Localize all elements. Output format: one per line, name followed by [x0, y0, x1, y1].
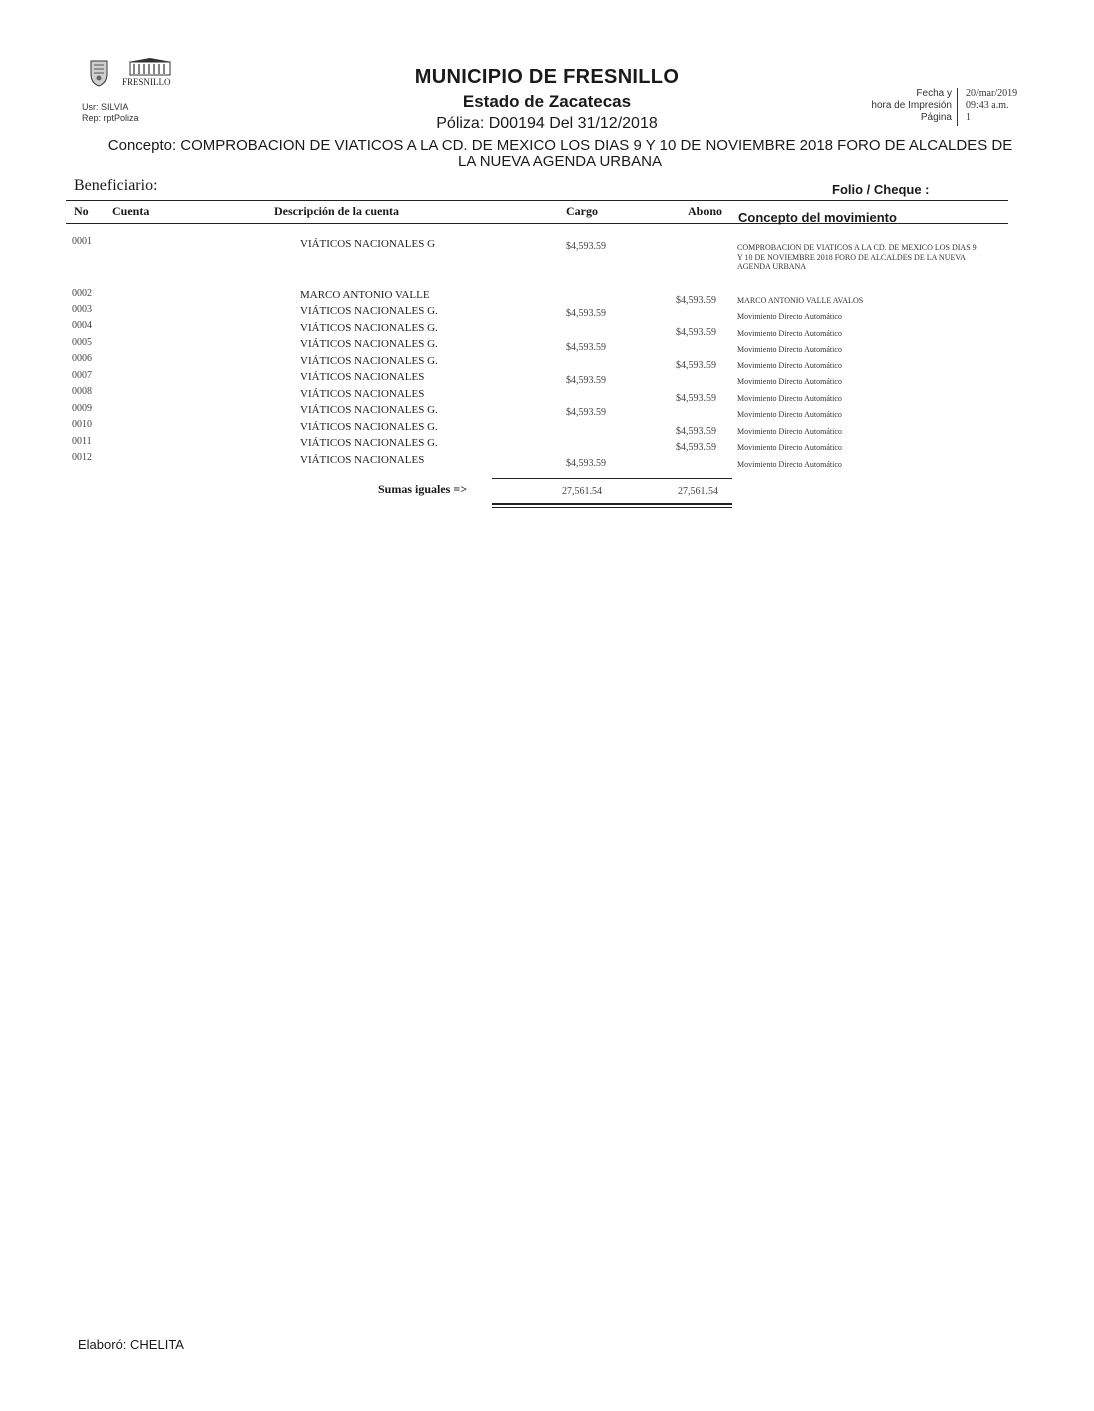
- table-header-rule-top: [66, 200, 1008, 201]
- row-descripcion: VIÁTICOS NACIONALES G.: [300, 355, 438, 367]
- column-header-concepto: Concepto del movimiento: [738, 210, 897, 225]
- row-descripcion: VIÁTICOS NACIONALES: [300, 454, 425, 466]
- page-title: MUNICIPIO DE FRESNILLO: [414, 66, 680, 88]
- sumas-iguales-label: Sumas iguales =>: [378, 482, 468, 496]
- usuario-label: Usr: SILVIA: [82, 102, 129, 112]
- row-no: 0007: [72, 370, 92, 381]
- row-abono: $4,593.59: [676, 327, 716, 338]
- row-cargo: $4,593.59: [566, 241, 606, 252]
- row-descripcion: VIÁTICOS NACIONALES G.: [300, 322, 438, 334]
- row-concepto: Movimiento Directo Automático: [737, 312, 842, 321]
- print-page: 1: [966, 112, 971, 123]
- row-descripcion: VIÁTICOS NACIONALES: [300, 371, 425, 383]
- print-label-hora: hora de Impresión: [871, 100, 952, 111]
- print-label-fecha: Fecha y: [916, 88, 952, 99]
- beneficiario-label: Beneficiario:: [74, 177, 158, 194]
- row-descripcion: VIÁTICOS NACIONALES G: [300, 238, 436, 250]
- row-concepto: Movimiento Directo Automático: [737, 377, 842, 386]
- row-no: 0002: [72, 288, 92, 299]
- row-no: 0009: [72, 403, 92, 414]
- row-no: 0005: [72, 337, 92, 348]
- row-concepto: Movimiento Directo Automático: [737, 427, 842, 436]
- row-concepto: Movimiento Directo Automático: [737, 345, 842, 354]
- print-date: 20/mar/2019: [966, 88, 1018, 99]
- logo-text: FRESNILLO: [122, 77, 171, 87]
- row-concepto: Movimiento Directo Automático: [737, 410, 842, 419]
- print-label-pagina: Página: [920, 112, 952, 123]
- row-concepto: Movimiento Directo Automático: [737, 460, 842, 469]
- row-no: 0012: [72, 452, 92, 463]
- column-header-cuenta: Cuenta: [112, 204, 150, 218]
- concepto-line-1: Concepto: COMPROBACION DE VIATICOS A LA CD. DE MEXICO LOS DIAS 9 Y 10 DE NOVIEMBRE 2018 FORO DE ALCALDES DE: [107, 137, 1013, 154]
- column-header-descripcion: Descripción de la cuenta: [274, 204, 399, 218]
- row-no: 0010: [72, 419, 92, 430]
- row-descripcion: VIÁTICOS NACIONALES G.: [300, 338, 438, 350]
- totals-rule-top: [492, 478, 732, 479]
- total-cargo: 27,561.54: [562, 486, 602, 497]
- row-abono: $4,593.59: [676, 295, 716, 306]
- print-info-values: [966, 88, 1017, 124]
- elaboro-footer: Elaboró: CHELITA: [78, 1337, 184, 1352]
- row-cargo: $4,593.59: [566, 458, 606, 469]
- print-divider: [957, 88, 958, 126]
- row-descripcion: VIÁTICOS NACIONALES G.: [300, 437, 438, 449]
- page-subtitle: Estado de Zacatecas: [462, 92, 632, 111]
- row-concepto: COMPROBACION DE VIATICOS A LA CD. DE MEXICO LOS DIAS 9 Y 10 DE NOVIEMBRE 2018 FORO DE ALCALDES DE LA NUEVA AGENDA URBANA: [737, 243, 977, 271]
- row-abono: $4,593.59: [676, 442, 716, 453]
- column-header-abono: Abono: [688, 204, 723, 218]
- row-cargo: $4,593.59: [566, 342, 606, 353]
- row-cargo: $4,593.59: [566, 375, 606, 386]
- column-header-no: No: [74, 204, 89, 218]
- row-concepto: Movimiento Directo Automático: [737, 361, 842, 370]
- row-abono: $4,593.59: [676, 393, 716, 404]
- row-descripcion: VIÁTICOS NACIONALES G.: [300, 421, 438, 433]
- row-descripcion: VIÁTICOS NACIONALES G.: [300, 305, 438, 317]
- concepto-text: [100, 138, 1020, 170]
- row-descripcion: VIÁTICOS NACIONALES G.: [300, 404, 438, 416]
- row-descripcion: MARCO ANTONIO VALLE: [300, 289, 430, 301]
- folio-cheque-label: Folio / Cheque :: [832, 182, 930, 197]
- row-concepto: Movimiento Directo Automático: [737, 394, 842, 403]
- row-concepto: MARCO ANTONIO VALLE AVALOS: [737, 296, 864, 305]
- row-abono: $4,593.59: [676, 426, 716, 437]
- print-info-labels: [840, 88, 952, 124]
- row-concepto: Movimiento Directo Automático: [737, 443, 842, 452]
- row-no: 0008: [72, 386, 92, 397]
- poliza-line: Póliza: D00194 Del 31/12/2018: [436, 115, 658, 132]
- row-descripcion: VIÁTICOS NACIONALES: [300, 388, 425, 400]
- row-no: 0003: [72, 304, 92, 315]
- row-no: 0004: [72, 320, 92, 331]
- reporte-label: Rep: rptPoliza: [82, 113, 139, 123]
- row-no: 0006: [72, 353, 92, 364]
- row-cargo: $4,593.59: [566, 407, 606, 418]
- row-cargo: $4,593.59: [566, 308, 606, 319]
- column-header-cargo: Cargo: [566, 204, 598, 218]
- row-abono: $4,593.59: [676, 360, 716, 371]
- row-no: 0011: [72, 436, 92, 447]
- print-time: 09:43 a.m.: [966, 100, 1009, 111]
- totals-double-rule: [492, 503, 732, 505]
- row-concepto: Movimiento Directo Automático: [737, 329, 842, 338]
- totals-double-rule: [492, 507, 732, 508]
- row-no: 0001: [72, 236, 92, 247]
- concepto-line-2: LA NUEVA AGENDA URBANA: [458, 153, 662, 170]
- total-abono: 27,561.54: [678, 486, 718, 497]
